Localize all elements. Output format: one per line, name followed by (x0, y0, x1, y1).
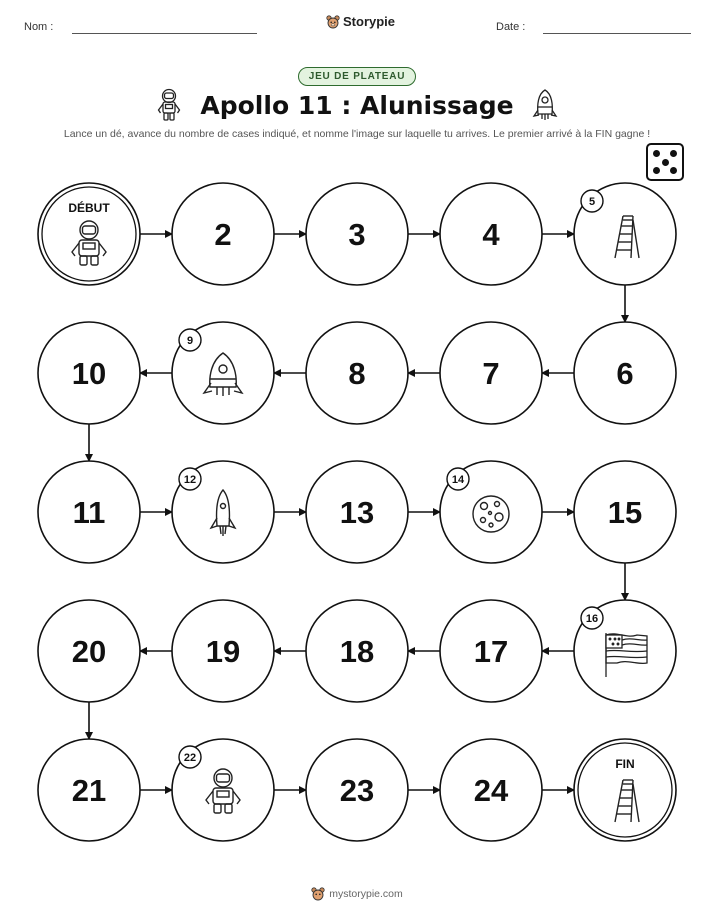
space-number: 3 (348, 217, 366, 252)
space-label: FIN (615, 757, 635, 771)
space-number: 21 (71, 773, 107, 808)
board-space-17 (440, 600, 542, 702)
space-number: 14 (451, 474, 465, 486)
board-space-10 (38, 322, 140, 424)
board-space-22 (172, 739, 274, 841)
space-number: 5 (588, 196, 596, 208)
footer-site: mystorypie.com (329, 888, 403, 900)
board-space-15 (574, 461, 676, 563)
space-number: 22 (183, 752, 197, 764)
space-number: 4 (482, 217, 500, 252)
space-number: 24 (473, 773, 509, 808)
page-title: Apollo 11 : Alunissage (200, 90, 514, 120)
board-space-18 (306, 600, 408, 702)
space-number: 23 (339, 773, 375, 808)
space-number: 9 (186, 335, 194, 347)
board-space-8 (306, 322, 408, 424)
space-number: 6 (616, 356, 634, 391)
brand-name: Storypie (343, 14, 396, 29)
space-number: 2 (214, 217, 232, 252)
board-space-1 (38, 183, 140, 285)
instructions: Lance un dé, avance du nombre de cases indiqué, et nomme l'image sur laquelle tu arrives. Le premier arrivé à la FIN gagne ! (63, 128, 651, 140)
space-number: 20 (71, 634, 107, 669)
board-space-9 (172, 322, 274, 424)
space-number: 19 (205, 634, 241, 669)
bear-icon (311, 887, 325, 901)
board-space-16 (574, 600, 676, 702)
space-number: 18 (339, 634, 375, 669)
board-space-11 (38, 461, 140, 563)
space-number: 8 (348, 356, 366, 391)
board-space-7 (440, 322, 542, 424)
board-space-24 (440, 739, 542, 841)
board-space-13 (306, 461, 408, 563)
space-number: 13 (339, 495, 375, 530)
board-space-14 (440, 461, 542, 563)
game-type-badge: JEU DE PLATEAU (298, 67, 417, 86)
space-label: DÉBUT (68, 201, 110, 215)
space-number: 7 (482, 356, 500, 391)
board-space-25 (574, 739, 676, 841)
space-number: 11 (72, 495, 106, 530)
name-label: Nom : (24, 21, 54, 33)
space-number: 15 (607, 495, 643, 530)
board-space-5 (574, 183, 676, 285)
space-number: 10 (71, 356, 107, 391)
board-space-23 (306, 739, 408, 841)
board-space-4 (440, 183, 542, 285)
space-number: 16 (585, 613, 599, 625)
space-number: 17 (473, 634, 509, 669)
board-space-3 (306, 183, 408, 285)
footer (311, 887, 403, 901)
board-space-19 (172, 600, 274, 702)
board-space-6 (574, 322, 676, 424)
board-space-20 (38, 600, 140, 702)
board-space-2 (172, 183, 274, 285)
board-space-21 (38, 739, 140, 841)
board-space-12 (172, 461, 274, 563)
space-number: 12 (183, 474, 197, 486)
date-label: Date : (496, 21, 526, 33)
